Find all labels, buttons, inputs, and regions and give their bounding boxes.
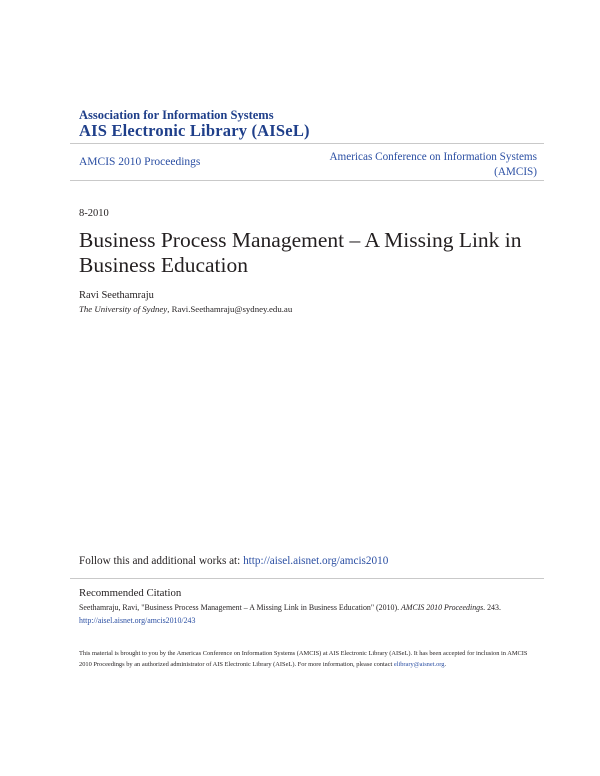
header-divider-bottom (70, 180, 544, 181)
library-name[interactable]: AIS Electronic Library (AISeL) (79, 121, 310, 140)
recommended-citation-heading: Recommended Citation (79, 587, 182, 599)
affiliation-institution: The University of Sydney (79, 304, 168, 314)
recommended-citation-body (79, 602, 529, 627)
citation-text: Seethamraju, Ravi, "Business Process Management – A Missing Link in Business Education" (2010). (79, 603, 402, 612)
follow-text: Follow this and additional works at: (79, 555, 244, 567)
author-affiliation (79, 304, 292, 314)
notice-text: This material is brought to you by the Americas Conference on Information Systems (AMCIS) at AIS Electronic Library (AISeL). It has been accepted for inclusion in AMCIS 2010 Proceedings by an authorized administrator of AIS Electronic Library (AISeL). For more information, please contact (79, 650, 528, 668)
notice-end: . (444, 661, 447, 668)
conference-line-1: Americas Conference on Information Systems (329, 151, 537, 163)
conference-line-2: (AMCIS) (494, 166, 537, 178)
citation-link[interactable]: http://aisel.aisnet.org/amcis2010/243 (79, 615, 196, 625)
copyright-notice (79, 648, 529, 670)
paper-title: Business Process Management – A Missing Link in Business Education (79, 228, 522, 277)
association-name: Association for Information Systems (79, 108, 274, 122)
paper-author: Ravi Seethamraju (79, 290, 154, 301)
follow-link[interactable]: http://aisel.aisnet.org/amcis2010 (243, 555, 389, 567)
citation-number: . 243. (483, 603, 501, 612)
header-divider-top (70, 143, 544, 144)
proceedings-link[interactable]: AMCIS 2010 Proceedings (79, 156, 201, 168)
paper-date: 8-2010 (79, 208, 109, 219)
citation-divider (70, 578, 544, 579)
follow-line (79, 555, 388, 567)
affiliation-email: , Ravi.Seethamraju@sydney.edu.au (167, 304, 293, 314)
contact-email-link[interactable]: elibrary@aisnet.org (393, 661, 445, 668)
conference-link[interactable] (297, 150, 537, 180)
citation-source: AMCIS 2010 Proceedings (401, 603, 484, 612)
